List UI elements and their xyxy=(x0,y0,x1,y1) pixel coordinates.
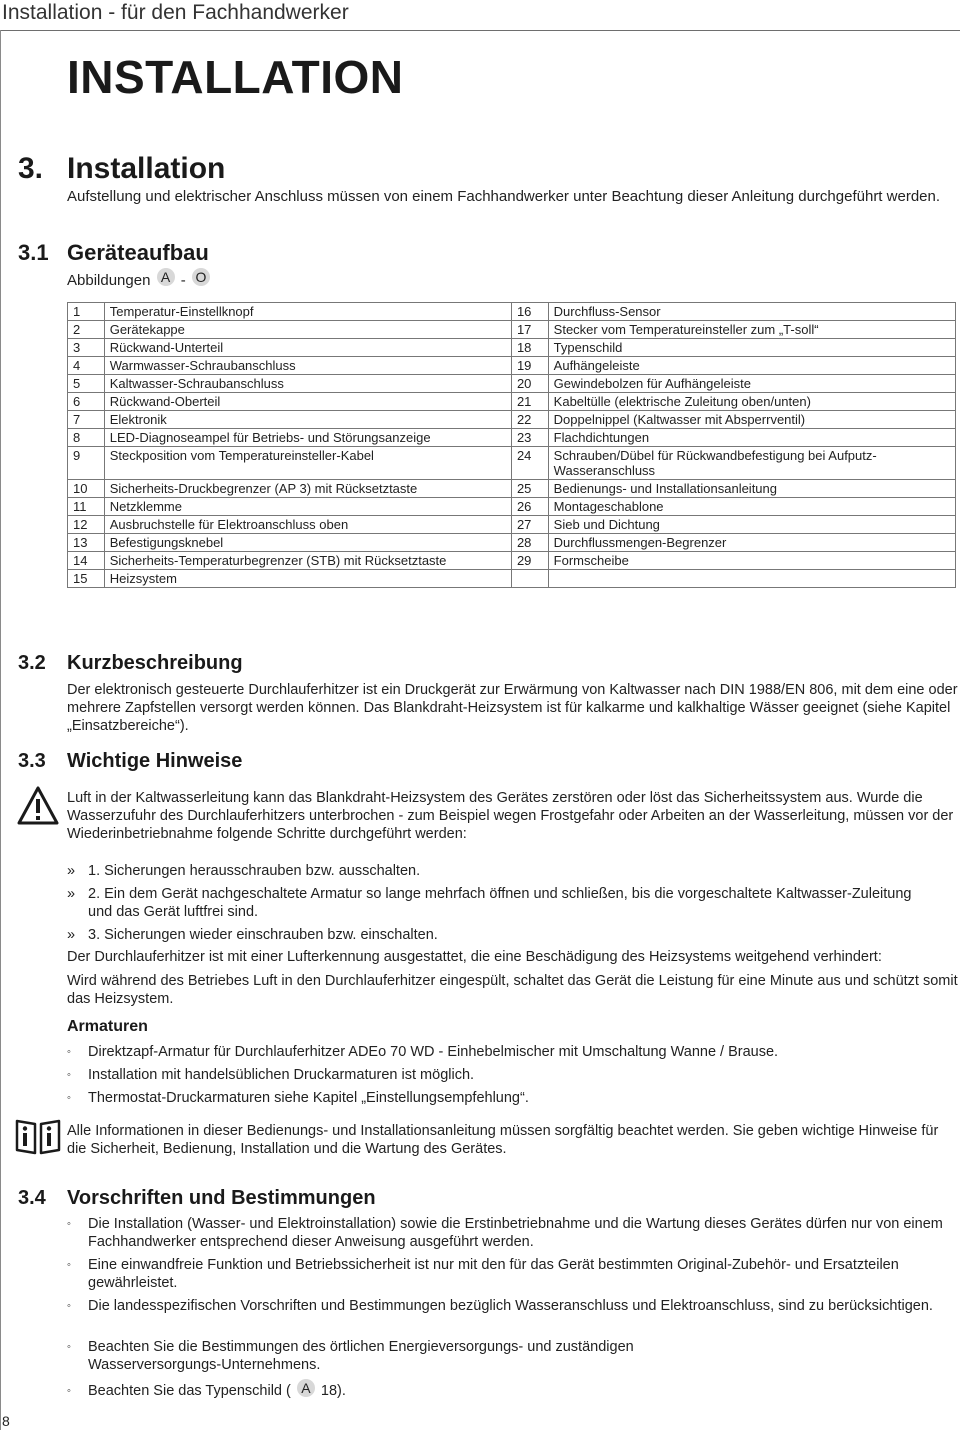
part-number: 12 xyxy=(68,516,105,534)
part-label: Sicherheits-Druckbegrenzer (AP 3) mit Rücksetztaste xyxy=(104,480,511,498)
parts-table-row xyxy=(68,339,956,357)
part-label: Sieb und Dichtung xyxy=(548,516,955,534)
main-title: INSTALLATION xyxy=(67,51,404,103)
parts-table-row xyxy=(68,480,956,498)
nameplate-text-suffix: 18). xyxy=(320,1383,346,1399)
part-number: 3 xyxy=(68,339,105,357)
bullet-marker: ◦ xyxy=(67,1218,71,1230)
bullet-marker: ◦ xyxy=(67,1259,71,1271)
nameplate-text-prefix: Beachten Sie das Typenschild ( xyxy=(88,1383,291,1399)
part-number: 1 xyxy=(68,303,105,321)
part-number: 21 xyxy=(511,393,548,411)
figure-a-badge: A xyxy=(157,268,175,286)
part-number: 7 xyxy=(68,411,105,429)
warning-icon xyxy=(16,785,60,827)
part-number: 29 xyxy=(511,552,548,570)
figures-dash: - xyxy=(180,272,186,289)
parts-table-row xyxy=(68,498,956,516)
part-label: Ausbruchstelle für Elektroanschluss oben xyxy=(104,516,511,534)
parts-table-row xyxy=(68,393,956,411)
parts-table xyxy=(67,302,956,588)
regulation-item-text: Die landesspezifischen Vorschriften und Bestimmungen bezüglich Wasseranschluss und Elektroanschluss, sind zu berücksichtigen. xyxy=(88,1298,933,1314)
parts-table-body xyxy=(68,303,956,588)
part-number: 14 xyxy=(68,552,105,570)
armaturen-item-text: Thermostat-Druckarmaturen siehe Kapitel „Einstellungsempfehlung“. xyxy=(88,1090,529,1106)
parts-table-row xyxy=(68,357,956,375)
part-label: Kabeltülle (elektrische Zuleitung oben/unten) xyxy=(548,393,955,411)
regulation-item-text: Die Installation (Wasser- und Elektroinstallation) sowie die Erstinbetriebnahme und die Wartung dieses Gerätes dürfen nur von einem Fachhandwerker entsprechend dieser Anweisung ausgeführt werden. xyxy=(88,1216,943,1250)
parts-table-row xyxy=(68,375,956,393)
bullet-marker: ◦ xyxy=(67,1341,71,1353)
part-number: 4 xyxy=(68,357,105,375)
part-label: Schrauben/Dübel für Rückwandbefestigung bei Aufputz-Wasseranschluss xyxy=(548,447,955,480)
regulation-item-text: Eine einwandfreie Funktion und Betriebssicherheit ist nur mit den für das Gerät bestimmten Original-Zubehör- und Ersatzteilen gewährleistet. xyxy=(88,1257,899,1291)
section-3-title: Installation xyxy=(67,152,226,185)
figures-label: Abbildungen xyxy=(67,272,151,289)
part-label: Typenschild xyxy=(548,339,955,357)
section-34-title: Vorschriften und Bestimmungen xyxy=(67,1187,376,1209)
part-label: Durchflussmengen-Begrenzer xyxy=(548,534,955,552)
parts-table-row xyxy=(68,534,956,552)
part-label: Steckposition vom Temperatureinsteller-Kabel xyxy=(104,447,511,480)
part-number: 18 xyxy=(511,339,548,357)
part-number: 2 xyxy=(68,321,105,339)
part-label: Bedienungs- und Installationsanleitung xyxy=(548,480,955,498)
part-label: Netzklemme xyxy=(104,498,511,516)
armaturen-item-text: Installation mit handelsüblichen Druckarmaturen ist möglich. xyxy=(88,1067,475,1083)
section-32-title: Kurzbeschreibung xyxy=(67,652,243,674)
section-31-title: Geräteaufbau xyxy=(67,240,209,265)
part-label: Flachdichtungen xyxy=(548,429,955,447)
part-label: Montageschablone xyxy=(548,498,955,516)
part-number: 19 xyxy=(511,357,548,375)
part-label: Heizsystem xyxy=(104,570,511,588)
part-label: Gerätekappe xyxy=(104,321,511,339)
part-number: 26 xyxy=(511,498,548,516)
section-32-text: Der elektronisch gesteuerte Durchlauferhitzer ist ein Druckgerät zur Erwärmung von Kaltwasser nach DIN 1988/EN 806, mit dem eine oder mehrere Zapfstellen versorgt werden können. Das Blankdraht-Heizsystem ist für kalkarme und kalkhaltige Wässer geeignet (siehe Kapitel „Einsatzbereiche“). xyxy=(67,682,958,734)
figure-o-badge: O xyxy=(192,268,210,286)
bullet-marker: ◦ xyxy=(67,1046,71,1058)
part-number: 13 xyxy=(68,534,105,552)
part-label: Doppelnippel (Kaltwasser mit Absperrventil) xyxy=(548,411,955,429)
part-label: Rückwand-Oberteil xyxy=(104,393,511,411)
parts-table-row xyxy=(68,321,956,339)
air-detection-text: Der Durchlauferhitzer ist mit einer Lufterkennung ausgestattet, die eine Beschädigung des Heizsystems weitgehend verhindert: xyxy=(67,949,882,965)
page-header xyxy=(0,0,960,31)
section-33-title: Wichtige Hinweise xyxy=(67,750,243,772)
part-label: Temperatur-Einstellknopf xyxy=(104,303,511,321)
parts-table-row xyxy=(68,570,956,588)
parts-table-row xyxy=(68,429,956,447)
part-number: 22 xyxy=(511,411,548,429)
info-book-icon xyxy=(14,1116,62,1156)
bullet-marker: ◦ xyxy=(67,1092,71,1104)
regulation-item-text xyxy=(88,1382,958,1400)
armaturen-heading: Armaturen xyxy=(67,1018,148,1035)
part-label: Warmwasser-Schraubanschluss xyxy=(104,357,511,375)
part-label: Formscheibe xyxy=(548,552,955,570)
armaturen-item-text: Direktzapf-Armatur für Durchlauferhitzer ADEo 70 WD - Einhebelmischer mit Umschaltung Wanne / Brause. xyxy=(88,1044,779,1060)
part-label: Aufhängeleiste xyxy=(548,357,955,375)
step-text: 3. Sicherungen wieder einschrauben bzw. einschalten. xyxy=(88,927,438,943)
bullet-marker: ◦ xyxy=(67,1385,71,1397)
header-title: Installation - für den Fachhandwerker xyxy=(2,1,349,24)
step-text: 1. Sicherungen herausschrauben bzw. ausschalten. xyxy=(88,863,421,879)
part-number: 9 xyxy=(68,447,105,480)
part-number: 15 xyxy=(68,570,105,588)
step-marker: » xyxy=(67,886,76,902)
parts-table-row xyxy=(68,303,956,321)
part-number: 16 xyxy=(511,303,548,321)
warning-text: Luft in der Kaltwasserleitung kann das Blankdraht-Heizsystem des Gerätes zerstören oder löst das Sicherheitssystem aus. Wurde die Wasserzufuhr des Durchlauferhitzers unterbrochen - zum Beispiel wegen Frostgefahr oder Arbeiten an der Wasserleitung, müssen vor der Wiederinbetriebnahme folgende Schritte durchgeführt werden: xyxy=(67,790,954,842)
section-31-number: 3.1 xyxy=(18,240,49,265)
part-number: 8 xyxy=(68,429,105,447)
part-number: 6 xyxy=(68,393,105,411)
part-number: 23 xyxy=(511,429,548,447)
part-number: 11 xyxy=(68,498,105,516)
part-number: 28 xyxy=(511,534,548,552)
part-number: 10 xyxy=(68,480,105,498)
step-marker: » xyxy=(67,863,76,879)
air-detection-text-2: Wird während des Betriebes Luft in den Durchlauferhitzer eingespült, schaltet das Gerät die Leistung für eine Minute aus und schützt somit das Heizsystem. xyxy=(67,973,958,1007)
section-32-number: 3.2 xyxy=(18,652,46,674)
part-label: Durchfluss-Sensor xyxy=(548,303,955,321)
part-number: 24 xyxy=(511,447,548,480)
figures-reference xyxy=(67,269,212,290)
part-label: Rückwand-Unterteil xyxy=(104,339,511,357)
part-number xyxy=(511,570,548,588)
part-label: Sicherheits-Temperaturbegrenzer (STB) mit Rücksetztaste xyxy=(104,552,511,570)
part-label: Elektronik xyxy=(104,411,511,429)
parts-table-row xyxy=(68,552,956,570)
parts-table-row xyxy=(68,516,956,534)
part-label: LED-Diagnoseampel für Betriebs- und Störungsanzeige xyxy=(104,429,511,447)
parts-table-row xyxy=(68,447,956,480)
page-number: 8 xyxy=(2,1413,10,1429)
section-33-number: 3.3 xyxy=(18,750,46,772)
bullet-marker: ◦ xyxy=(67,1300,71,1312)
step-marker: » xyxy=(67,927,76,943)
part-label: Befestigungsknebel xyxy=(104,534,511,552)
part-label: Kaltwasser-Schraubanschluss xyxy=(104,375,511,393)
part-number: 20 xyxy=(511,375,548,393)
figure-a-badge: A xyxy=(297,1379,315,1397)
step-text: 2. Ein dem Gerät nachgeschaltete Armatur so lange mehrfach öffnen und schließen, bis die vorgeschaltete Kaltwasser-Zuleitung und das Gerät luftfrei sind. xyxy=(88,886,912,920)
info-text: Alle Informationen in dieser Bedienungs- und Installationsanleitung müssen sorgfältig beachtet werden. Sie geben wichtige Hinweise für die Sicherheit, Bedienung, Installation und die Wartung des Gerätes. xyxy=(67,1123,939,1157)
part-label: Gewindebolzen für Aufhängeleiste xyxy=(548,375,955,393)
part-label: Stecker vom Temperatureinsteller zum „T-soll“ xyxy=(548,321,955,339)
part-number: 27 xyxy=(511,516,548,534)
section-34-number: 3.4 xyxy=(18,1187,46,1209)
parts-table-row xyxy=(68,411,956,429)
section-3-number: 3. xyxy=(18,152,44,185)
left-margin-rule xyxy=(0,30,1,1430)
part-number: 25 xyxy=(511,480,548,498)
part-label xyxy=(548,570,955,588)
section-3-text: Aufstellung und elektrischer Anschluss müssen von einem Fachhandwerker unter Beachtung dieser Anleitung durchgeführt werden. xyxy=(67,188,941,205)
part-number: 17 xyxy=(511,321,548,339)
bullet-marker: ◦ xyxy=(67,1069,71,1081)
regulation-item-text: Beachten Sie die Bestimmungen des örtlichen Energieversorgungs- und zuständigen Wasserversorgungs-Unternehmens. xyxy=(88,1339,634,1373)
part-number: 5 xyxy=(68,375,105,393)
